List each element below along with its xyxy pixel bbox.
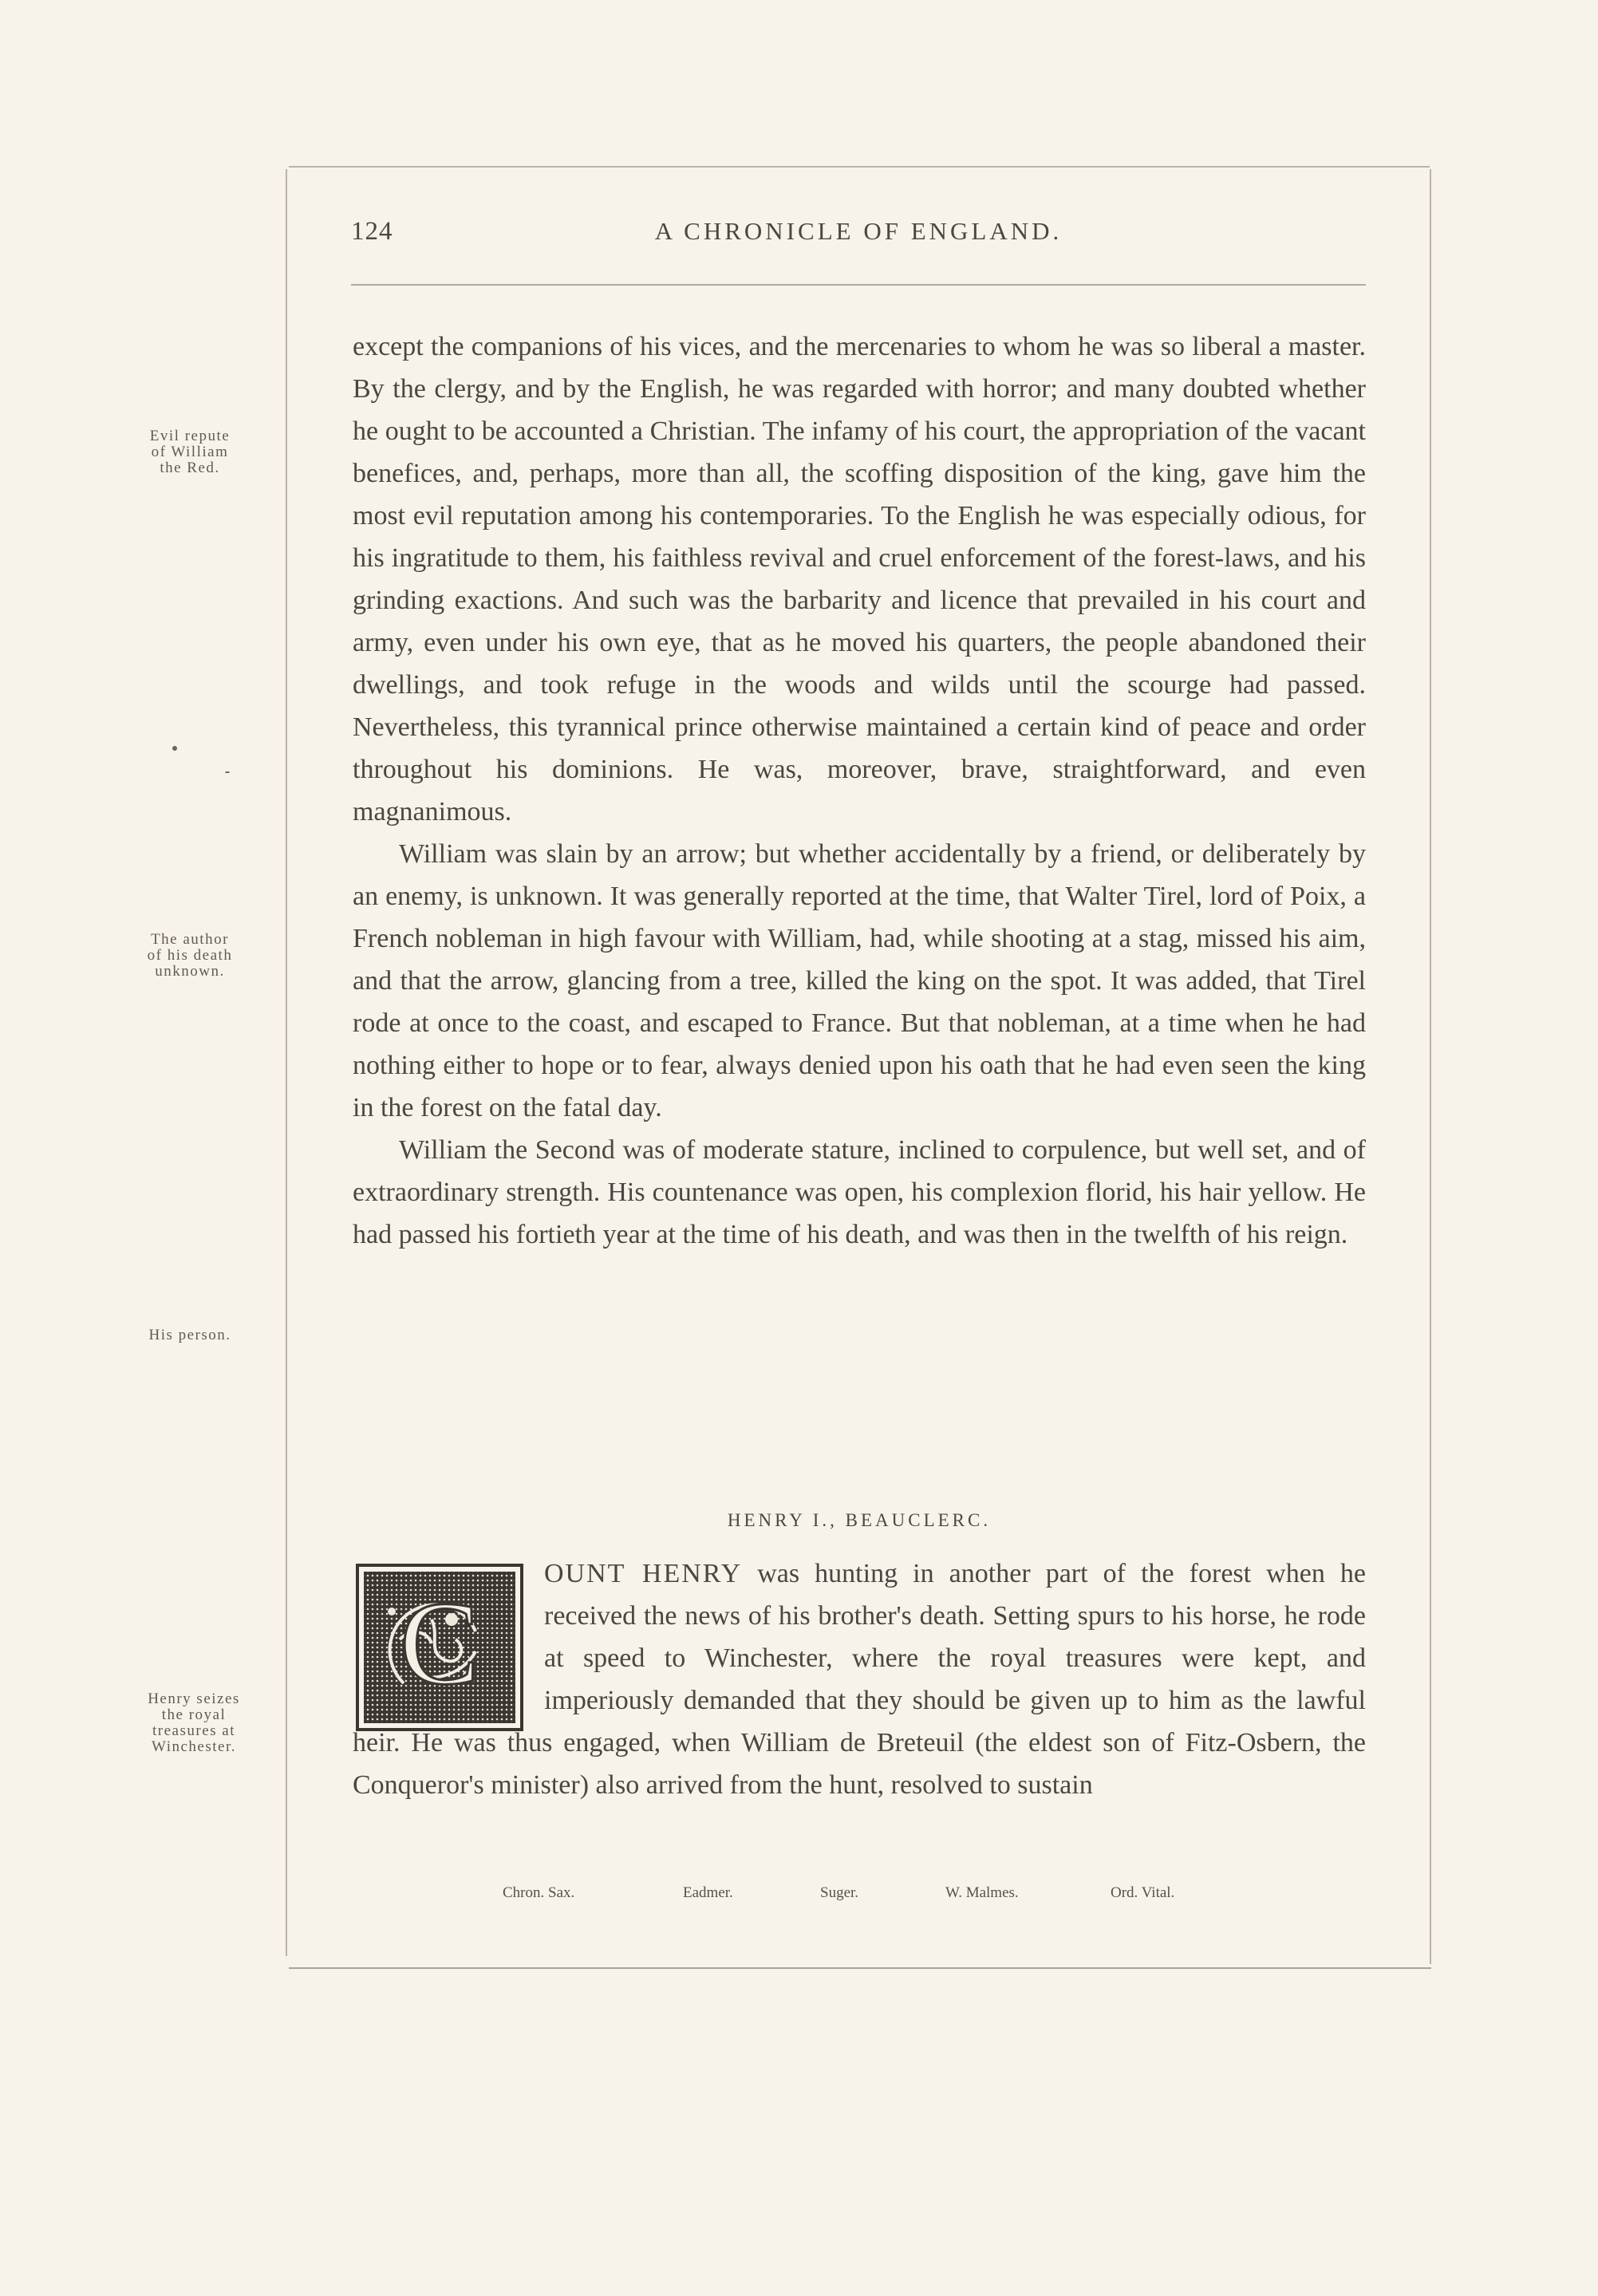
frame-right-rule bbox=[1430, 169, 1431, 1964]
paragraph: except the companions of his vices, and the mercenaries to whom he was so liberal a master. By the clergy, and by the English, he was regarded with horror; and many doubted whether he ought to be accounted a Christian. The infamy of his court, the appropriation of the vacant benefices, and, perhaps, more than all, the scoffing disposition of the king, gave him the most evil reputation among his contemporaries. To the English he was especially odious, for his ingratitude to them, his faithless revival and cruel enforcement of the forest-laws, and his grinding exactions. And such was the barbarity and licence that prevailed in his court and army, even under his own eye, that as he moved his quarters, the people abandoned their dwellings, and took refuge in the woods and wilds until the scourge had passed. Nevertheless, this tyrannical prince otherwise maintained a certain kind of peace and order throughout his dominions. He was, moreover, brave, straightforward, and even magnanimous. bbox=[353, 332, 1366, 826]
paragraph: William the Second was of moderate stature, inclined to corpulence, but well set, and of extraordinary strength. His countenance was open, his complexion florid, his hair yellow. He had passed his fortieth year at the time of his death, and was then in the twelfth of his reign. bbox=[353, 1135, 1366, 1249]
header-rule bbox=[351, 284, 1366, 286]
margin-note-line: Henry seizes bbox=[148, 1690, 240, 1707]
margin-note-line: of William bbox=[151, 444, 229, 460]
margin-note-his-person bbox=[130, 1327, 250, 1343]
source-reference: Chron. Sax. bbox=[503, 1884, 575, 1901]
margin-note-line: Evil repute bbox=[149, 428, 231, 444]
margin-note-line: The author bbox=[151, 931, 229, 948]
page-number: 124 bbox=[351, 217, 393, 246]
margin-note-line: of his death bbox=[147, 947, 233, 964]
section-text: was hunting in another part of the forest when he received the news of his brother's death. Setting spurs to his horse, he rode at speed to Winchester, where the royal treasures were kept, and imperiously demanded that they should be given up to him as the lawful heir. He was thus engaged, when William de Breteuil (the eldest son of Fitz-Osbern, the Conqueror's minister) also arrived from the hunt, resolved to sustain bbox=[353, 1559, 1366, 1800]
section-paragraph bbox=[353, 1552, 1366, 1806]
running-title: A CHRONICLE OF ENGLAND. bbox=[654, 217, 1063, 245]
print-speck bbox=[172, 746, 177, 751]
section-first-word: OUNT HENRY bbox=[544, 1559, 743, 1588]
source-reference: Ord. Vital. bbox=[1111, 1884, 1175, 1901]
drop-cap-space bbox=[353, 1552, 544, 1722]
margin-note-evil-repute bbox=[130, 428, 250, 476]
frame-left-rule bbox=[286, 169, 287, 1956]
margin-note-author-of-death bbox=[130, 932, 250, 980]
section-heading: HENRY I., BEAUCLERC. bbox=[727, 1510, 992, 1530]
paragraph: William was slain by an arrow; but whether accidentally by a friend, or deliberately by an enemy, is unknown. It was generally reported at the time, that Walter Tirel, lord of Poix, a French nobleman in high favour with William, had, while shooting at a stag, missed his aim, and that the arrow, glancing from a tree, killed the king on the spot. It was added, that Tirel rode at once to the coast, and escaped to France. But that nobleman, at a time when he had nothing either to hope or to fear, always denied upon his oath that he had even seen the king in the forest on the fatal day. bbox=[353, 839, 1366, 1122]
margin-note-line: treasures at bbox=[152, 1722, 235, 1739]
frame-top-rule bbox=[289, 166, 1430, 168]
source-reference: Suger. bbox=[820, 1884, 859, 1901]
page-header bbox=[351, 217, 1366, 257]
margin-note-line: Winchester. bbox=[152, 1738, 236, 1755]
source-reference: Eadmer. bbox=[683, 1884, 733, 1901]
margin-note-line: the royal bbox=[161, 1706, 227, 1723]
body-text bbox=[353, 325, 1366, 1256]
margin-note-line: unknown. bbox=[155, 963, 225, 980]
margin-note-henry-seizes bbox=[134, 1691, 254, 1755]
print-speck bbox=[225, 771, 230, 773]
margin-note-line: the Red. bbox=[160, 460, 220, 476]
drop-cap-letter: C bbox=[399, 1577, 480, 1710]
frame-bottom-rule bbox=[289, 1967, 1431, 1969]
source-references bbox=[503, 1884, 1221, 1908]
source-reference: W. Malmes. bbox=[945, 1884, 1019, 1901]
margin-note-line: His person. bbox=[148, 1327, 231, 1343]
